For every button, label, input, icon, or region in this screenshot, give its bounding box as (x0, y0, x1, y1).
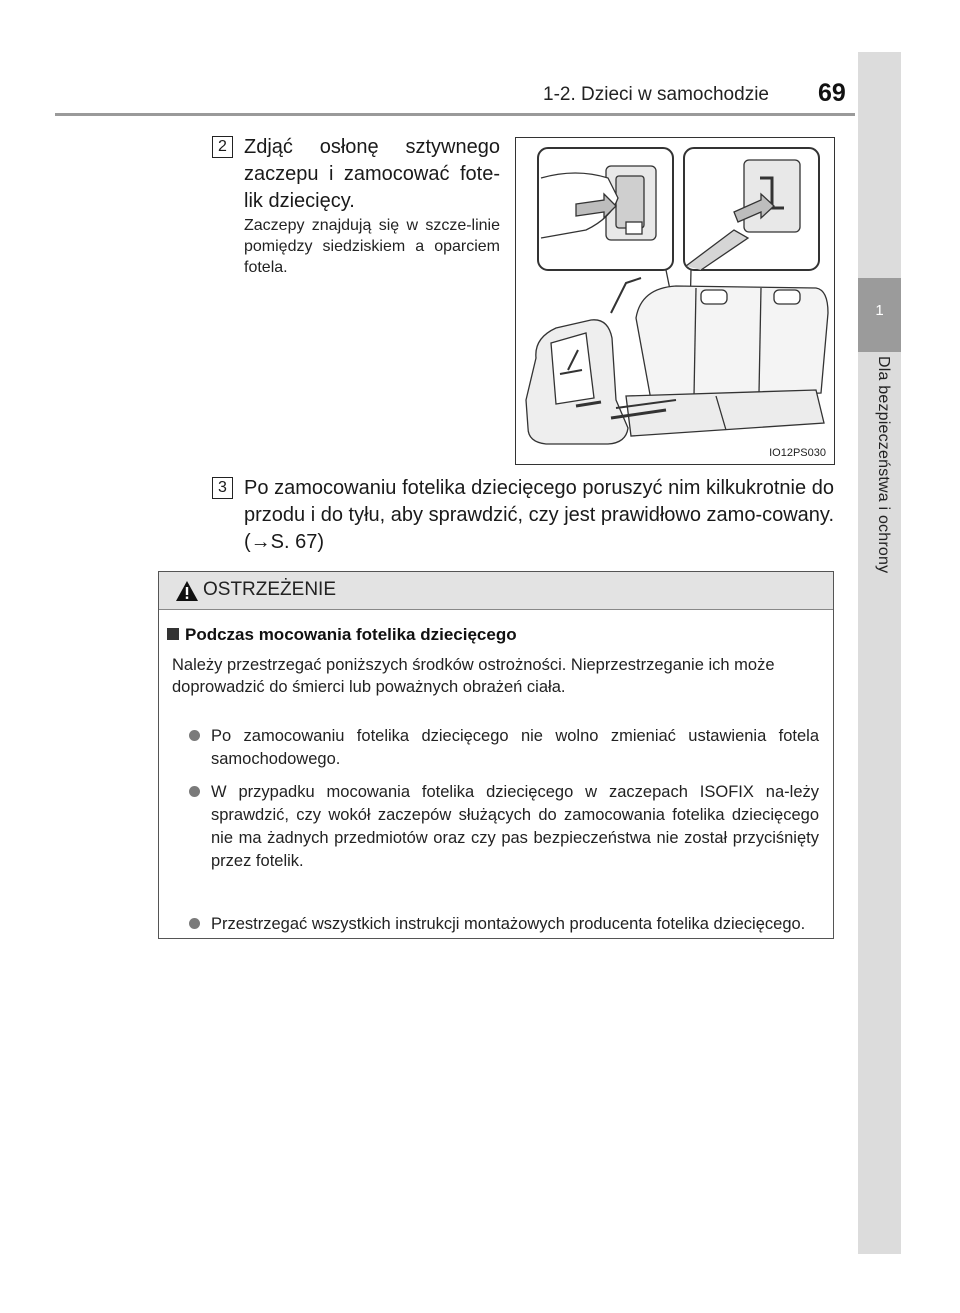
section-title: 1-2. Dzieci w samochodzie (543, 84, 769, 105)
bullet-dot-icon (189, 918, 200, 929)
warning-bullet-text: W przypadku mocowania fotelika dziecięcego w zaczepach ISOFIX na-leży sprawdzić, czy wokół zaczepów służących do zamocowania fotelika dziecięcego nie ma żadnych przedmiotów oraz czy pas bezpieczeństwa nie został przyciśnięty przez fotelik. (211, 783, 819, 870)
step-2-text: Zdjąć osłonę sztywnego zaczepu i zamocować fote-lik dziecięcy. (244, 136, 500, 212)
page-number: 69 (818, 79, 846, 107)
chapter-title: Dla bezpieczeństwa i ochrony (875, 356, 892, 574)
warning-bullet (189, 913, 819, 936)
step-3-text: Po zamocowaniu fotelika dziecięcego poruszyć nim kilkukrotnie do przodu i do tyłu, aby sprawdzić, czy jest prawidłowo zamo-cowany. (→S. 67) (244, 477, 834, 553)
illustration-drawing (516, 138, 836, 466)
bullet-dot-icon (189, 730, 200, 741)
warning-bullet (189, 781, 819, 873)
warning-subheading (167, 625, 517, 645)
chapter-side-strip (858, 52, 901, 1254)
square-bullet-icon (167, 628, 179, 640)
warning-title: OSTRZEŻENIE (203, 579, 337, 600)
warning-intro: Należy przestrzegać poniższych środków ostrożności. Nieprzestrzeganie ich może doprowadzić do śmierci lub poważnych obrażeń ciała. (172, 656, 775, 696)
warning-bullet-text: Po zamocowaniu fotelika dziecięcego nie wolno zmieniać ustawienia fotela samochodowego. (211, 727, 819, 768)
warning-box (158, 571, 834, 939)
warning-header (159, 572, 833, 610)
step-number-3: 3 (212, 477, 233, 499)
bullet-dot-icon (189, 786, 200, 797)
child-seat-installation-illustration (515, 137, 835, 465)
header-divider (55, 113, 855, 116)
warning-triangle-icon (175, 580, 199, 602)
step-number-2: 2 (212, 136, 233, 158)
chapter-number: 1 (875, 302, 884, 319)
step-2-note: Zaczepy znajdują się w szcze-linie pomiędzy siedziskiem a oparciem fotela. (244, 217, 500, 276)
warning-bullet-text: Przestrzegać wszystkich instrukcji montażowych producenta fotelika dziecięcego. (211, 915, 806, 933)
illustration-code: IO12PS030 (769, 447, 826, 459)
warning-subheading-text: Podczas mocowania fotelika dziecięcego (185, 625, 517, 644)
warning-bullet (189, 725, 819, 771)
